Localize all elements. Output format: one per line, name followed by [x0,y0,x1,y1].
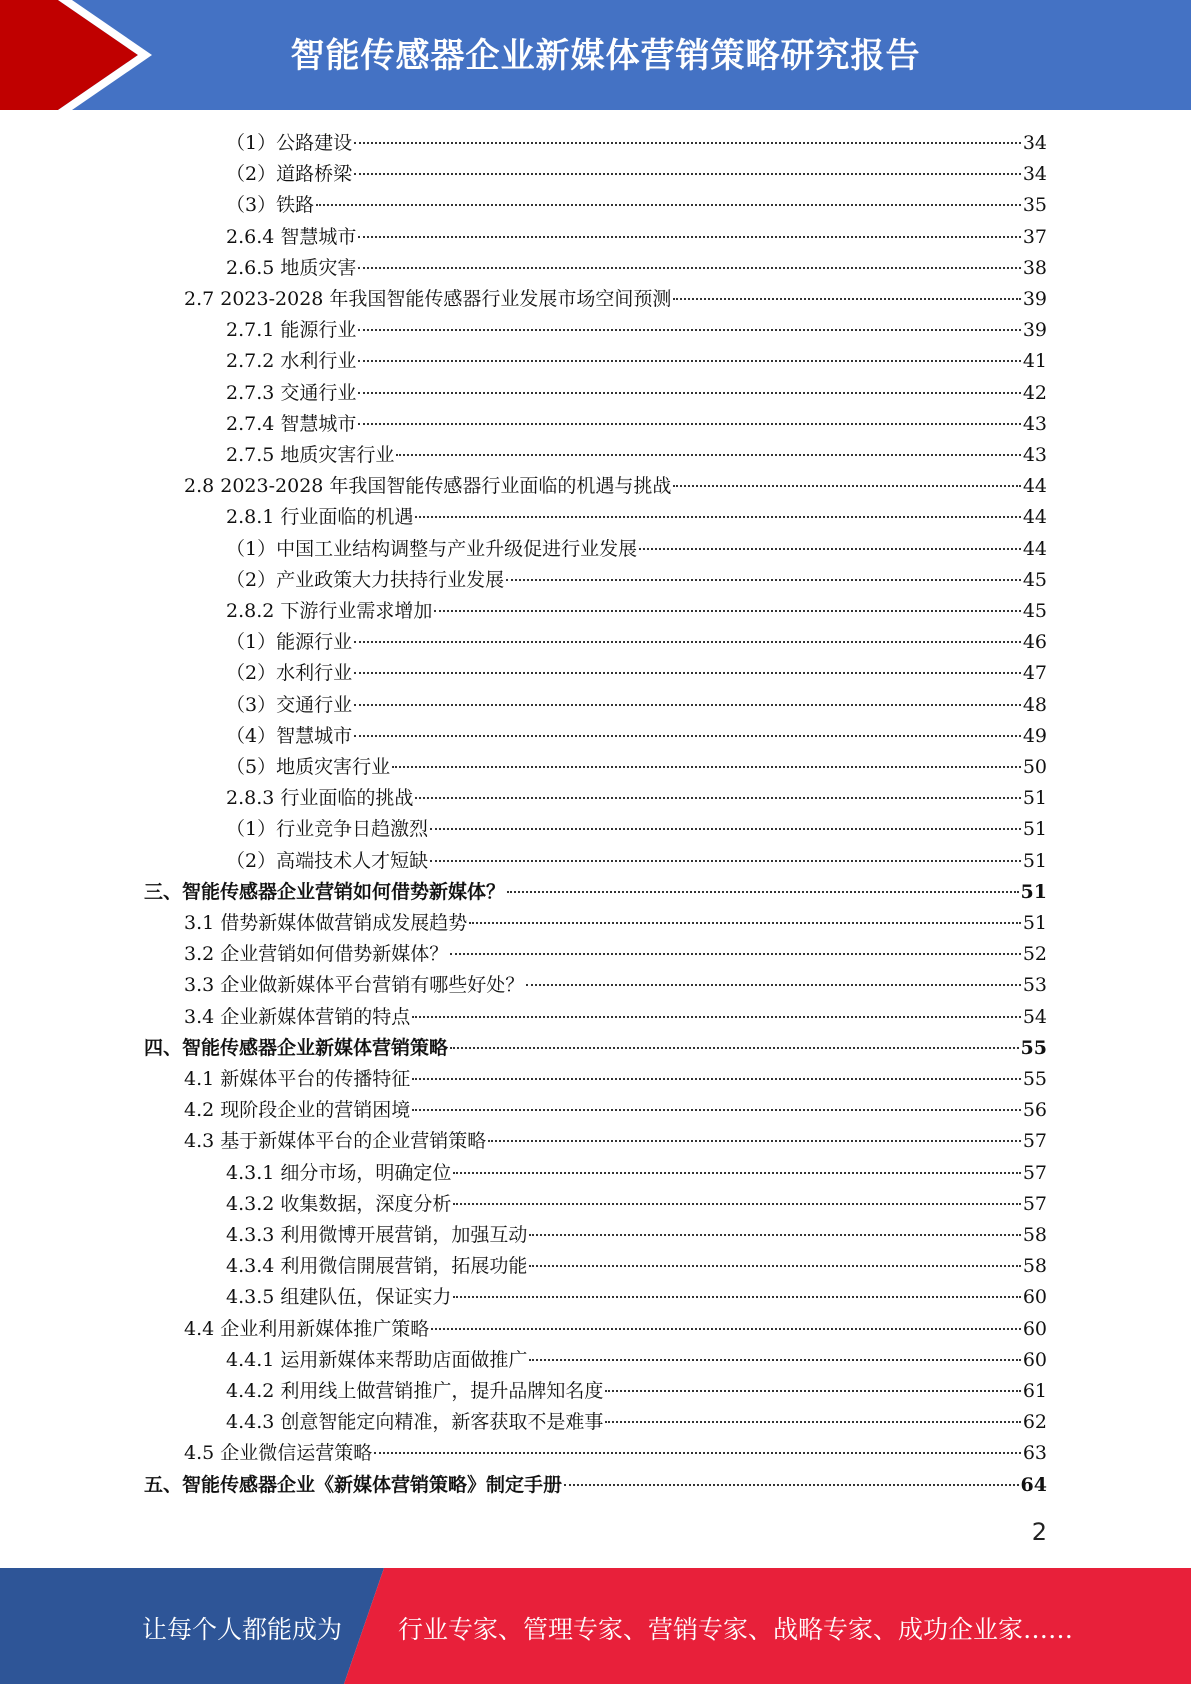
toc-entry-page: 51 [1022,912,1047,934]
toc-dot-leader [412,1077,1021,1080]
toc-entry-page: 46 [1022,631,1047,654]
toc-entry-page: 45 [1022,600,1047,622]
toc-dot-leader [450,1046,1019,1049]
toc-dot-leader [396,453,1020,456]
toc-entry[interactable] [226,846,1047,877]
toc-dot-leader [529,1358,1020,1361]
toc-dot-leader [354,141,1021,144]
toc-entry-page: 49 [1022,724,1047,747]
toc-entry[interactable] [184,1126,1047,1157]
toc-entry[interactable] [184,1095,1047,1126]
toc-entry[interactable] [226,346,1047,377]
toc-entry-page: 51 [1022,849,1047,872]
toc-entry-page: 53 [1022,974,1047,997]
toc-entry[interactable] [226,502,1047,533]
toc-entry-page: 60 [1022,1317,1047,1340]
report-title: 智能传感器企业新媒体营销策略研究报告 [290,36,921,76]
toc-entry[interactable] [184,939,1047,970]
toc-dot-leader [434,609,1020,612]
toc-entry[interactable] [184,908,1047,939]
toc-entry[interactable] [226,1376,1047,1407]
toc-entry-title: （1）公路建设 [226,132,353,154]
toc-entry[interactable] [226,1189,1047,1220]
toc-dot-leader [358,328,1020,331]
toc-entry-page: 51 [1022,787,1047,810]
toc-dot-leader [358,391,1020,394]
toc-entry-title: 4.3.1 细分市场，明确定位 [226,1161,452,1184]
toc-entry[interactable] [226,1220,1047,1251]
toc-entry[interactable] [226,565,1047,596]
toc-entry-title: 三、智能传感器企业营销如何借势新媒体？ [144,880,506,903]
toc-entry-page: 42 [1022,381,1047,404]
toc-entry[interactable] [226,783,1047,814]
toc-entry-page: 57 [1022,1192,1047,1215]
toc-entry-title: 4.3.5 组建队伍，保证实力 [226,1286,452,1309]
toc-entry-title: 4.3.3 利用微博开展营销，加强互动 [226,1224,528,1246]
toc-dot-leader [316,203,1021,206]
page-header [0,0,1191,110]
toc-entry-title: 4.3 基于新媒体平台的企业营销策略 [184,1130,487,1153]
toc-entry[interactable] [144,1033,1047,1064]
toc-dot-leader [358,422,1020,425]
toc-entry-title: 四、智能传感器企业新媒体营销策略 [144,1036,449,1059]
toc-entry-page: 50 [1022,756,1047,778]
toc-entry[interactable] [184,1314,1047,1345]
footer-slogan-left: 让每个人都能成为 [142,1615,343,1644]
toc-entry-title: 4.5 企业微信运营策略 [184,1442,373,1465]
toc-entry-title: 2.6.5 地质灾害 [226,256,357,279]
toc-entry[interactable] [226,1158,1047,1189]
toc-entry-title: （1）行业竞争日趋激烈 [226,818,429,841]
toc-entry[interactable] [144,877,1047,908]
toc-entry-title: 4.4 企业利用新媒体推广策略 [184,1317,430,1340]
toc-entry-title: （1）能源行业 [226,631,353,654]
toc-entry-page: 61 [1022,1380,1047,1402]
toc-entry-page: 44 [1022,506,1047,529]
toc-entry-page: 57 [1022,1161,1047,1184]
toc-entry-title: 2.7.2 水利行业 [226,350,357,373]
toc-entry-title: （2）产业政策大力扶持行业发展 [226,568,505,591]
toc-dot-leader [430,827,1021,830]
toc-entry-page: 62 [1022,1411,1047,1434]
toc-entry-title: （3）铁路 [226,194,315,217]
toc-dot-leader [430,859,1021,862]
toc-dot-leader [526,983,1021,986]
toc-entry-title: 2.7.3 交通行业 [226,381,357,404]
toc-dot-leader [358,266,1020,269]
toc-dot-leader [354,734,1021,737]
toc-entry-page: 51 [1020,880,1047,903]
toc-dot-leader [605,1420,1020,1423]
toc-entry[interactable] [226,721,1047,752]
toc-entry[interactable] [226,690,1047,721]
toc-dot-leader [431,1327,1021,1330]
toc-dot-leader [639,547,1021,550]
toc-entry-page: 64 [1020,1473,1047,1496]
toc-dot-leader [507,890,1019,893]
toc-entry-title: （4）智慧城市 [226,724,353,747]
toc-dot-leader [529,1264,1020,1267]
toc-entry-page: 47 [1022,662,1047,685]
toc-entry[interactable] [226,814,1047,845]
toc-entry[interactable] [226,596,1047,627]
toc-entry[interactable] [226,627,1047,658]
toc-entry-title: 2.7 2023-2028 年我国智能传感器行业发展市场空间预测 [184,288,672,310]
toc-entry-page: 55 [1020,1036,1047,1059]
toc-entry[interactable] [226,222,1047,253]
toc-entry-page: 45 [1022,568,1047,591]
toc-entry-page: 39 [1022,288,1047,310]
toc-dot-leader [412,1015,1021,1018]
toc-dot-leader [354,671,1021,674]
toc-entry-page: 48 [1022,693,1047,716]
toc-entry-title: （1）中国工业结构调整与产业升级促进行业发展 [226,537,638,560]
toc-entry[interactable] [226,315,1047,346]
toc-entry-title: 4.3.2 收集数据，深度分析 [226,1192,452,1215]
toc-entry-title: 2.7.1 能源行业 [226,319,357,342]
toc-dot-leader [673,297,1020,300]
toc-entry-title: 4.4.3 创意智能定向精准，新客获取不是难事 [226,1411,604,1434]
toc-entry-page: 60 [1022,1348,1047,1371]
toc-entry-title: （2）水利行业 [226,662,353,685]
toc-entry-page: 35 [1022,194,1047,217]
toc-entry-page: 37 [1022,225,1047,248]
toc-entry-title: 4.2 现阶段企业的营销困境 [184,1099,411,1122]
toc-dot-leader [453,1202,1020,1205]
toc-entry-title: 4.1 新媒体平台的传播特征 [184,1068,411,1090]
toc-entry-page: 58 [1022,1255,1047,1278]
toc-entry-page: 34 [1022,132,1047,154]
toc-entry[interactable] [226,1251,1047,1282]
toc-entry[interactable] [226,440,1047,471]
toc-entry-title: 2.8.2 下游行业需求增加 [226,600,433,622]
toc-entry-page: 39 [1022,319,1047,342]
toc-entry-title: 3.2 企业营销如何借势新媒体？ [184,943,449,966]
toc-entry-title: （5）地质灾害行业 [226,756,391,778]
toc-dot-leader [392,765,1021,768]
toc-entry-page: 38 [1022,256,1047,279]
toc-dot-leader [564,1483,1019,1486]
toc-entry-title: （2）道路桥梁 [226,163,353,186]
toc-entry-page: 52 [1022,943,1047,966]
toc-entry[interactable] [226,409,1047,440]
toc-entry-page: 58 [1022,1224,1047,1246]
toc-entry[interactable] [226,1407,1047,1438]
toc-entry[interactable] [226,1345,1047,1376]
toc-dot-leader [605,1389,1020,1392]
toc-entry[interactable] [226,534,1047,565]
toc-dot-leader [358,235,1020,238]
toc-entry-title: 五、智能传感器企业《新媒体营销策略》制定手册 [144,1473,563,1496]
toc-dot-leader [469,921,1021,924]
toc-dot-leader [354,703,1021,706]
toc-entry-page: 57 [1022,1130,1047,1153]
toc-entry-title: 4.4.2 利用线上做营销推广，提升品牌知名度 [226,1380,604,1402]
toc-entry-title: 4.4.1 运用新媒体来帮助店面做推广 [226,1348,528,1371]
toc-entry-title: 2.8.3 行业面临的挑战 [226,787,414,810]
toc-entry-title: 2.8 2023-2028 年我国智能传感器行业面临的机遇与挑战 [184,475,672,498]
toc-entry-page: 60 [1022,1286,1047,1309]
toc-dot-leader [673,484,1020,487]
toc-dot-leader [453,1295,1020,1298]
toc-entry-title: （3）交通行业 [226,693,353,716]
toc-entry[interactable] [144,1470,1047,1501]
toc-entry-page: 55 [1022,1068,1047,1090]
toc-dot-leader [412,1108,1021,1111]
toc-entry-title: 2.7.5 地质灾害行业 [226,444,395,466]
toc-dot-leader [450,952,1021,955]
toc-entry-page: 54 [1022,1005,1047,1028]
toc-entry-page: 63 [1022,1442,1047,1465]
toc-entry-page: 44 [1022,475,1047,498]
toc-entry-title: 2.7.4 智慧城市 [226,412,357,435]
toc-entry-title: 2.6.4 智慧城市 [226,225,357,248]
toc-dot-leader [415,515,1020,518]
toc-dot-leader [358,359,1020,362]
toc-entry[interactable] [226,190,1047,221]
toc-entry-title: （2）高端技术人才短缺 [226,849,429,872]
toc-entry[interactable] [226,378,1047,409]
toc-entry-page: 41 [1022,350,1047,373]
toc-dot-leader [506,578,1021,581]
toc-entry-title: 3.4 企业新媒体营销的特点 [184,1005,411,1028]
toc-entry-title: 4.3.4 利用微信開展营销，拓展功能 [226,1255,528,1278]
toc-entry[interactable] [226,128,1047,159]
toc-dot-leader [374,1451,1021,1454]
toc-entry-page: 44 [1022,537,1047,560]
toc-entry[interactable] [184,1002,1047,1033]
toc-entry[interactable] [226,658,1047,689]
toc-entry-title: 3.3 企业做新媒体平台营销有哪些好处？ [184,974,525,997]
toc-entry[interactable] [184,970,1047,1001]
toc-entry[interactable] [184,284,1047,315]
toc-entry-title: 2.8.1 行业面临的机遇 [226,506,414,529]
toc-entry[interactable] [184,1438,1047,1469]
toc-entry[interactable] [226,159,1047,190]
footer-slogan-right: 行业专家、管理专家、营销专家、战略专家、成功企业家…… [398,1615,1074,1644]
toc-entry-page: 51 [1022,818,1047,841]
toc-entry[interactable] [226,1282,1047,1313]
toc-dot-leader [354,640,1021,643]
toc-entry-page: 43 [1022,412,1047,435]
toc-dot-leader [354,172,1021,175]
toc-dot-leader [488,1139,1021,1142]
page-number: 2 [1031,1518,1047,1546]
toc-entry[interactable] [226,253,1047,284]
toc-dot-leader [529,1233,1020,1236]
toc-entry-page: 43 [1022,444,1047,466]
toc-entry-page: 56 [1022,1099,1047,1122]
toc-entry[interactable] [184,471,1047,502]
toc-dot-leader [453,1171,1020,1174]
toc-entry[interactable] [226,752,1047,783]
toc-entry[interactable] [184,1064,1047,1095]
page-footer [0,1568,1191,1684]
toc-entry-title: 3.1 借势新媒体做营销成发展趋势 [184,912,468,934]
toc-entry-page: 34 [1022,163,1047,186]
toc-dot-leader [415,796,1020,799]
